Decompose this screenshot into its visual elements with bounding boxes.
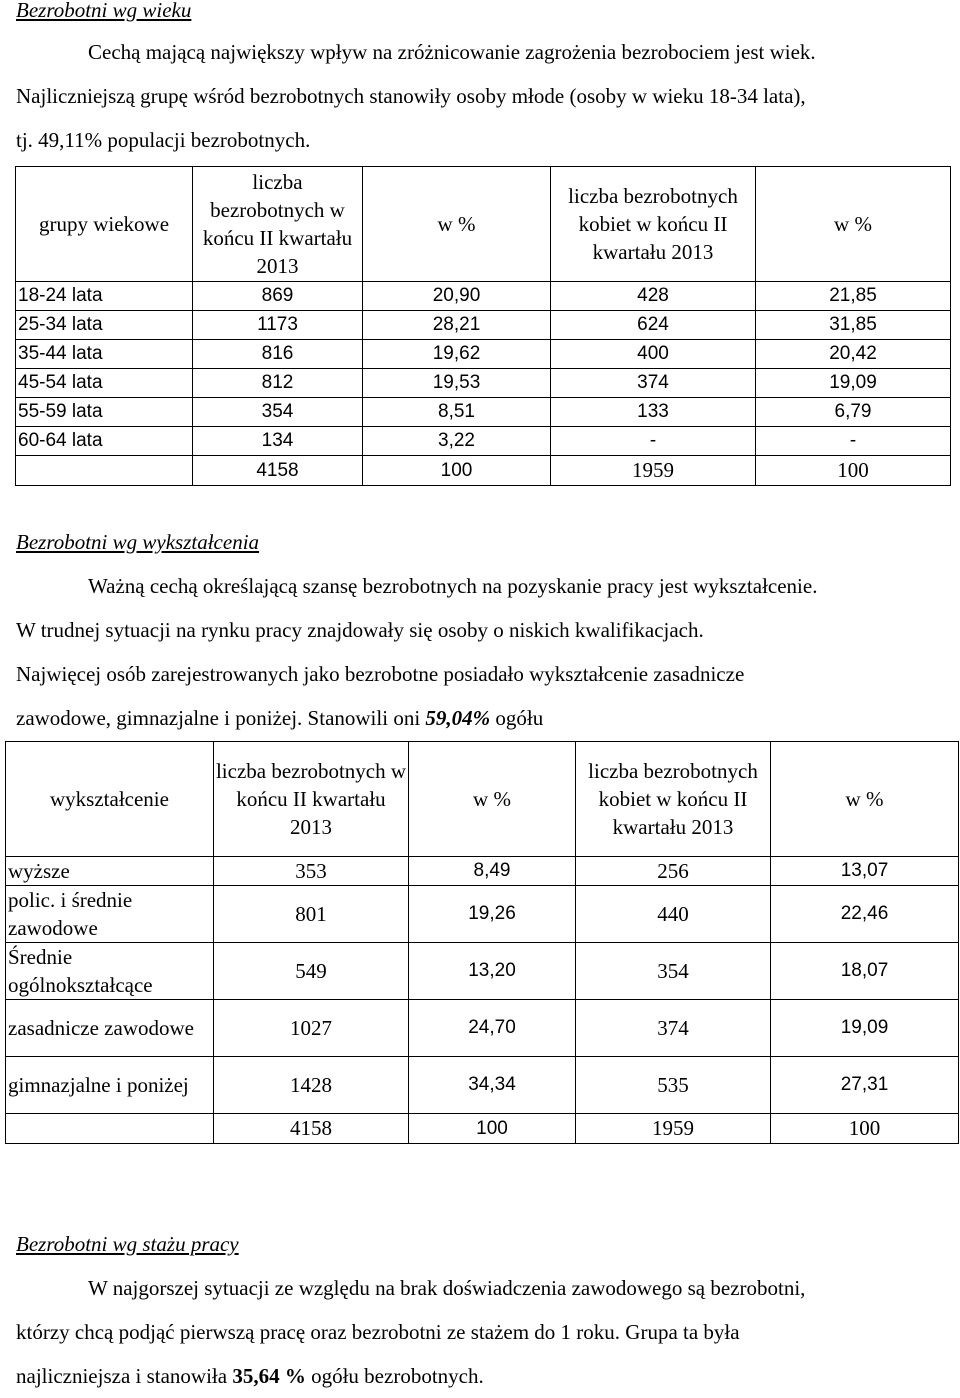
table-cell: 4158 <box>193 456 363 486</box>
table-row <box>16 398 951 427</box>
column-header: grupy wiekowe <box>16 167 193 282</box>
table-header-row <box>6 742 959 857</box>
table-cell: - <box>551 427 756 456</box>
table-cell: 27,31 <box>771 1057 959 1114</box>
heading-tenure: Bezrobotni wg stażu pracy <box>16 1232 239 1256</box>
table-cell: 24,70 <box>409 1000 576 1057</box>
paragraph-line: którzy chcą podjąć pierwszą pracę oraz bezrobotni ze stażem do 1 roku. Grupa ta była <box>16 1320 740 1344</box>
table-cell: 100 <box>363 456 551 486</box>
table-cell: 400 <box>551 340 756 369</box>
table-cell: 354 <box>576 943 771 1000</box>
column-header: liczba bezrobotnych kobiet w końcu II kwartału 2013 <box>576 742 771 857</box>
table-cell: wyższe <box>6 857 214 886</box>
column-header: liczba bezrobotnych w końcu II kwartału 2013 <box>214 742 409 857</box>
table-cell: 22,46 <box>771 886 959 943</box>
table-row <box>16 369 951 398</box>
paragraph-line: Ważną cechą określającą szansę bezrobotnych na pozyskanie pracy jest wykształcenie. <box>88 574 818 598</box>
table-row <box>6 857 959 886</box>
table-cell: 549 <box>214 943 409 1000</box>
table-cell: 6,79 <box>756 398 951 427</box>
heading-age: Bezrobotni wg wieku <box>16 0 192 22</box>
table-cell: 8,49 <box>409 857 576 886</box>
table-cell: 100 <box>756 456 951 486</box>
table-row <box>16 427 951 456</box>
table-cell: 18-24 lata <box>16 282 193 311</box>
table-cell: 100 <box>771 1114 959 1144</box>
table-cell: 1959 <box>551 456 756 486</box>
table-cell: 13,07 <box>771 857 959 886</box>
table-cell: Średnie ogólnokształcące <box>6 943 214 1000</box>
table-cell: 816 <box>193 340 363 369</box>
paragraph-line: najliczniejsza i stanowiła 35,64 % ogółu bezrobotnych. <box>16 1364 484 1388</box>
education-table <box>5 741 959 1144</box>
table-cell: 4158 <box>214 1114 409 1144</box>
table-cell: 134 <box>193 427 363 456</box>
table-cell: 45-54 lata <box>16 369 193 398</box>
column-header: w % <box>756 167 951 282</box>
table-cell: 34,34 <box>409 1057 576 1114</box>
table-cell: 440 <box>576 886 771 943</box>
table-cell: 35-44 lata <box>16 340 193 369</box>
table-row <box>6 1114 959 1144</box>
table-cell: 256 <box>576 857 771 886</box>
table-row <box>6 1000 959 1057</box>
paragraph-line: Najliczniejszą grupę wśród bezrobotnych stanowiły osoby młode (osoby w wieku 18-34 lata), <box>16 84 806 108</box>
table-row <box>6 943 959 1000</box>
paragraph-line: Najwięcej osób zarejestrowanych jako bezrobotne posiadało wykształcenie zasadnicze <box>16 662 745 686</box>
column-header: liczba bezrobotnych w końcu II kwartału 2013 <box>193 167 363 282</box>
heading-education: Bezrobotni wg wykształcenia <box>16 530 260 554</box>
column-header: w % <box>363 167 551 282</box>
table-cell: 19,09 <box>771 1000 959 1057</box>
table-cell: 19,26 <box>409 886 576 943</box>
table-cell: zasadnicze zawodowe <box>6 1000 214 1057</box>
table-cell <box>6 1114 214 1144</box>
table-cell <box>16 456 193 486</box>
table-cell: 19,09 <box>756 369 951 398</box>
table-cell: 354 <box>193 398 363 427</box>
table-cell: - <box>756 427 951 456</box>
table-cell: 374 <box>576 1000 771 1057</box>
paragraph-line: W najgorszej sytuacji ze względu na brak doświadczenia zawodowego są bezrobotni, <box>88 1276 806 1300</box>
table-cell: 353 <box>214 857 409 886</box>
table-cell: 20,42 <box>756 340 951 369</box>
table-row <box>16 282 951 311</box>
table-cell: 19,53 <box>363 369 551 398</box>
age-table <box>15 166 951 486</box>
table-cell: polic. i średnie zawodowe <box>6 886 214 943</box>
table-row <box>6 886 959 943</box>
table-cell: 8,51 <box>363 398 551 427</box>
table-cell: 801 <box>214 886 409 943</box>
table-cell: 1173 <box>193 311 363 340</box>
column-header: wykształcenie <box>6 742 214 857</box>
table-header-row <box>16 167 951 282</box>
paragraph-education <box>16 564 951 740</box>
table-row <box>16 311 951 340</box>
table-cell: 428 <box>551 282 756 311</box>
table-cell: 100 <box>409 1114 576 1144</box>
paragraph-tenure <box>16 1266 951 1398</box>
paragraph-age <box>16 30 951 162</box>
table-cell: gimnazjalne i poniżej <box>6 1057 214 1114</box>
paragraph-line: tj. 49,11% populacji bezrobotnych. <box>16 128 311 152</box>
table-cell: 60-64 lata <box>16 427 193 456</box>
table-cell: 25-34 lata <box>16 311 193 340</box>
table-row <box>16 456 951 486</box>
table-cell: 13,20 <box>409 943 576 1000</box>
table-cell: 1027 <box>214 1000 409 1057</box>
table-cell: 18,07 <box>771 943 959 1000</box>
table-cell: 21,85 <box>756 282 951 311</box>
table-cell: 28,21 <box>363 311 551 340</box>
column-header: liczba bezrobotnych kobiet w końcu II kwartału 2013 <box>551 167 756 282</box>
column-header: w % <box>771 742 959 857</box>
paragraph-line: Cechą mającą największy wpływ na zróżnicowanie zagrożenia bezrobociem jest wiek. <box>88 40 816 64</box>
table-cell: 1428 <box>214 1057 409 1114</box>
table-cell: 869 <box>193 282 363 311</box>
table-cell: 133 <box>551 398 756 427</box>
table-cell: 624 <box>551 311 756 340</box>
table-row <box>6 1057 959 1114</box>
table-cell: 31,85 <box>756 311 951 340</box>
highlight-value: 59,04% <box>425 706 491 730</box>
table-cell: 19,62 <box>363 340 551 369</box>
table-cell: 374 <box>551 369 756 398</box>
paragraph-line: W trudnej sytuacji na rynku pracy znajdowały się osoby o niskich kwalifikacjach. <box>16 618 704 642</box>
table-cell: 20,90 <box>363 282 551 311</box>
table-cell: 535 <box>576 1057 771 1114</box>
highlight-value: 35,64 % <box>232 1364 306 1388</box>
table-row <box>16 340 951 369</box>
table-cell: 812 <box>193 369 363 398</box>
table-cell: 55-59 lata <box>16 398 193 427</box>
table-cell: 1959 <box>576 1114 771 1144</box>
paragraph-line: zawodowe, gimnazjalne i poniżej. Stanowili oni 59,04% ogółu <box>16 706 544 730</box>
column-header: w % <box>409 742 576 857</box>
table-cell: 3,22 <box>363 427 551 456</box>
